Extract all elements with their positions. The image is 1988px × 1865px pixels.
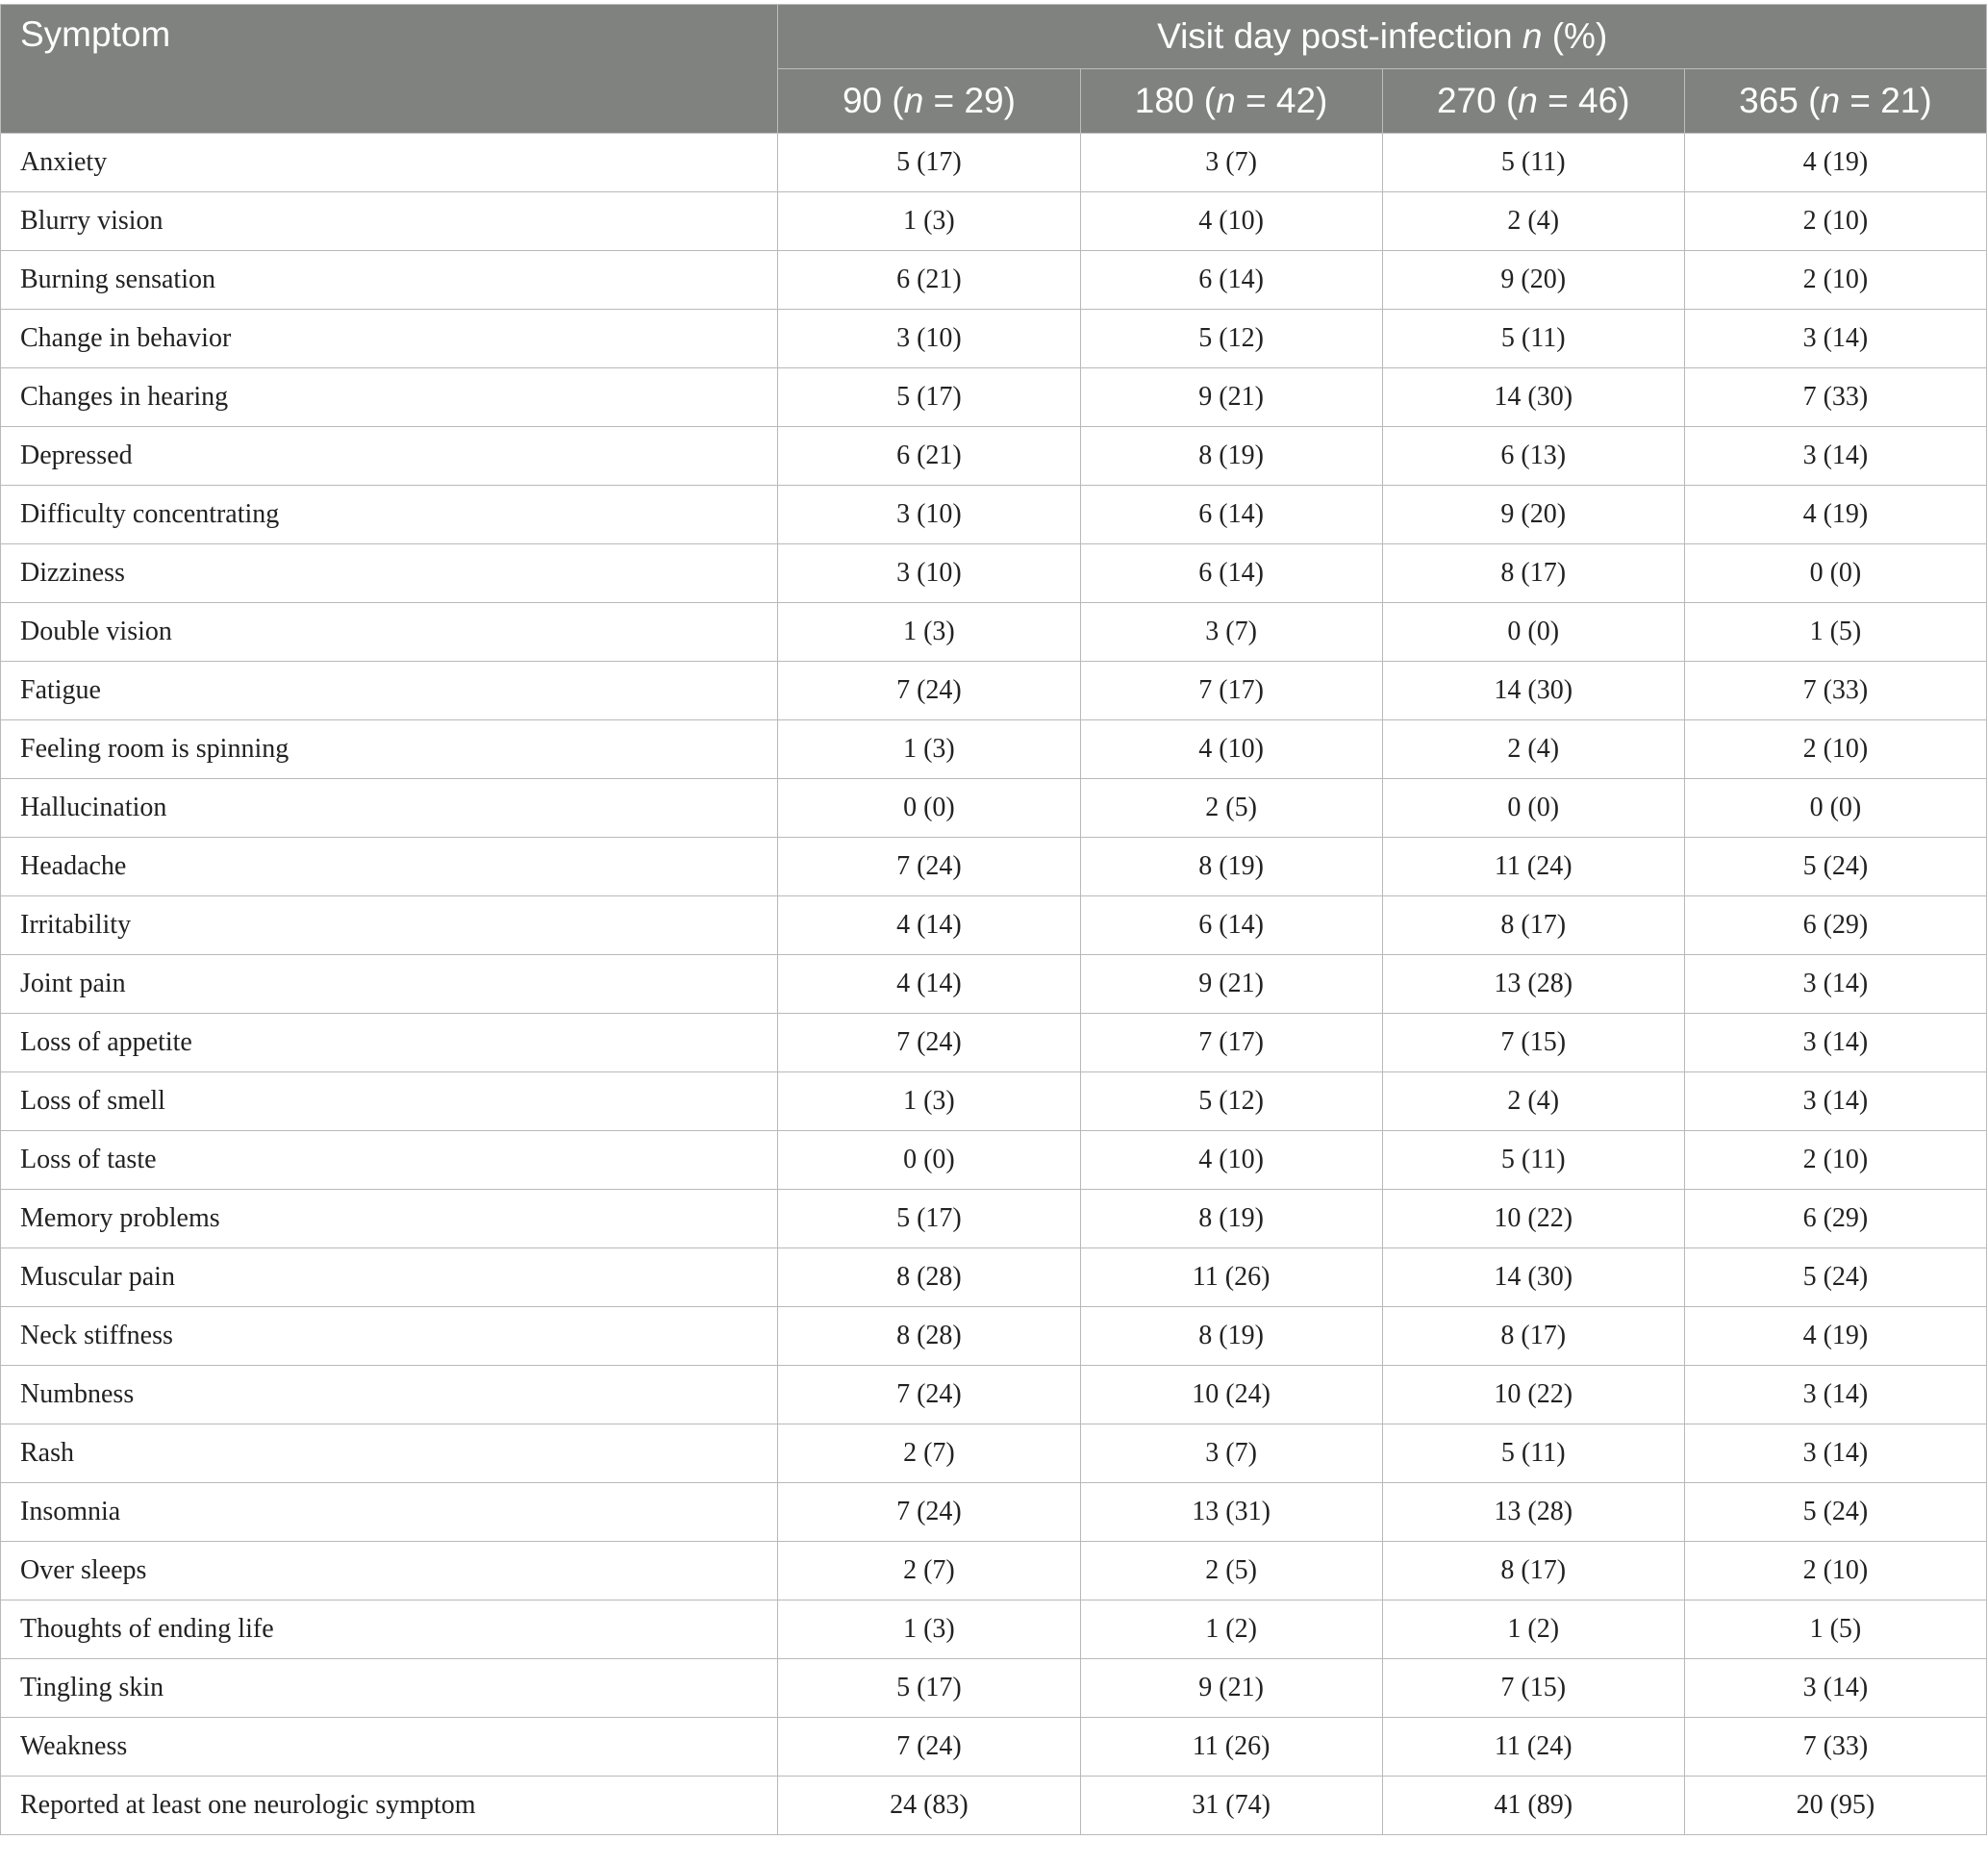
count-percent-cell: 0 (0) bbox=[1684, 544, 1986, 603]
count-percent-cell: 2 (10) bbox=[1684, 1131, 1986, 1190]
count-percent-cell: 0 (0) bbox=[778, 1131, 1080, 1190]
column-n: 29 bbox=[964, 81, 1004, 120]
count-percent-cell: 11 (24) bbox=[1382, 838, 1684, 896]
table-row bbox=[1, 1600, 1987, 1659]
count-percent-cell: 9 (21) bbox=[1080, 368, 1382, 427]
symptom-cell: Headache bbox=[1, 838, 778, 896]
table-row bbox=[1, 1014, 1987, 1072]
count-percent-cell: 11 (26) bbox=[1080, 1248, 1382, 1307]
column-open: ( bbox=[882, 81, 904, 120]
table-row bbox=[1, 134, 1987, 192]
count-percent-cell: 14 (30) bbox=[1382, 1248, 1684, 1307]
count-percent-cell: 5 (11) bbox=[1382, 134, 1684, 192]
symptom-cell: Blurry vision bbox=[1, 192, 778, 251]
count-percent-cell: 13 (28) bbox=[1382, 1483, 1684, 1542]
symptom-cell: Neck stiffness bbox=[1, 1307, 778, 1366]
count-percent-cell: 1 (5) bbox=[1684, 1600, 1986, 1659]
count-percent-cell: 2 (10) bbox=[1684, 1542, 1986, 1600]
count-percent-cell: 2 (4) bbox=[1382, 1072, 1684, 1131]
count-percent-cell: 3 (10) bbox=[778, 310, 1080, 368]
symptom-cell: Rash bbox=[1, 1424, 778, 1483]
count-percent-cell: 10 (24) bbox=[1080, 1366, 1382, 1424]
table-row bbox=[1, 1718, 1987, 1777]
count-percent-cell: 31 (74) bbox=[1080, 1777, 1382, 1835]
visit-day-column-header bbox=[1080, 69, 1382, 134]
count-percent-cell: 10 (22) bbox=[1382, 1190, 1684, 1248]
count-percent-cell: 7 (24) bbox=[778, 1718, 1080, 1777]
symptom-cell: Irritability bbox=[1, 896, 778, 955]
column-day: 90 bbox=[842, 81, 883, 120]
count-percent-cell: 1 (5) bbox=[1684, 603, 1986, 662]
count-percent-cell: 2 (10) bbox=[1684, 720, 1986, 779]
count-percent-cell: 2 (4) bbox=[1382, 192, 1684, 251]
count-percent-cell: 1 (3) bbox=[778, 603, 1080, 662]
count-percent-cell: 6 (14) bbox=[1080, 486, 1382, 544]
count-percent-cell: 8 (19) bbox=[1080, 1307, 1382, 1366]
count-percent-cell: 6 (14) bbox=[1080, 251, 1382, 310]
count-percent-cell: 5 (11) bbox=[1382, 1424, 1684, 1483]
count-percent-cell: 6 (14) bbox=[1080, 896, 1382, 955]
count-percent-cell: 1 (3) bbox=[778, 720, 1080, 779]
count-percent-cell: 7 (24) bbox=[778, 1366, 1080, 1424]
count-percent-cell: 9 (20) bbox=[1382, 486, 1684, 544]
count-percent-cell: 3 (14) bbox=[1684, 310, 1986, 368]
count-percent-cell: 2 (5) bbox=[1080, 1542, 1382, 1600]
header-row-1 bbox=[1, 5, 1987, 69]
count-percent-cell: 11 (26) bbox=[1080, 1718, 1382, 1777]
column-n: 46 bbox=[1578, 81, 1619, 120]
count-percent-cell: 2 (7) bbox=[778, 1542, 1080, 1600]
count-percent-cell: 4 (19) bbox=[1684, 1307, 1986, 1366]
count-percent-cell: 8 (17) bbox=[1382, 544, 1684, 603]
count-percent-cell: 14 (30) bbox=[1382, 662, 1684, 720]
symptom-cell: Muscular pain bbox=[1, 1248, 778, 1307]
count-percent-cell: 6 (29) bbox=[1684, 896, 1986, 955]
count-percent-cell: 3 (14) bbox=[1684, 1366, 1986, 1424]
count-percent-cell: 4 (19) bbox=[1684, 486, 1986, 544]
count-percent-cell: 6 (29) bbox=[1684, 1190, 1986, 1248]
symptom-cell: Loss of appetite bbox=[1, 1014, 778, 1072]
symptom-cell: Difficulty concentrating bbox=[1, 486, 778, 544]
symptom-column-header: Symptom bbox=[1, 5, 778, 134]
count-percent-cell: 5 (17) bbox=[778, 134, 1080, 192]
count-percent-cell: 9 (21) bbox=[1080, 955, 1382, 1014]
symptom-cell: Over sleeps bbox=[1, 1542, 778, 1600]
column-day: 365 bbox=[1739, 81, 1799, 120]
table-row bbox=[1, 896, 1987, 955]
symptom-cell: Double vision bbox=[1, 603, 778, 662]
table-row bbox=[1, 1072, 1987, 1131]
count-percent-cell: 0 (0) bbox=[778, 779, 1080, 838]
count-percent-cell: 7 (24) bbox=[778, 1483, 1080, 1542]
count-percent-cell: 1 (3) bbox=[778, 192, 1080, 251]
count-percent-cell: 7 (15) bbox=[1382, 1014, 1684, 1072]
count-percent-cell: 3 (14) bbox=[1684, 1659, 1986, 1718]
count-percent-cell: 5 (24) bbox=[1684, 1483, 1986, 1542]
table-body bbox=[1, 134, 1987, 1835]
table-row bbox=[1, 1659, 1987, 1718]
count-percent-cell: 24 (83) bbox=[778, 1777, 1080, 1835]
table-row bbox=[1, 310, 1987, 368]
count-percent-cell: 5 (24) bbox=[1684, 838, 1986, 896]
count-percent-cell: 7 (33) bbox=[1684, 662, 1986, 720]
count-percent-cell: 3 (14) bbox=[1684, 1072, 1986, 1131]
column-eq: = bbox=[1235, 81, 1276, 120]
count-percent-cell: 1 (2) bbox=[1080, 1600, 1382, 1659]
column-n-label: n bbox=[1216, 81, 1236, 120]
count-percent-cell: 4 (10) bbox=[1080, 192, 1382, 251]
count-percent-cell: 3 (10) bbox=[778, 486, 1080, 544]
symptom-cell: Dizziness bbox=[1, 544, 778, 603]
count-percent-cell: 5 (12) bbox=[1080, 1072, 1382, 1131]
count-percent-cell: 9 (21) bbox=[1080, 1659, 1382, 1718]
group-header-n: n bbox=[1522, 16, 1543, 56]
count-percent-cell: 4 (14) bbox=[778, 896, 1080, 955]
group-header-suffix: (%) bbox=[1542, 16, 1608, 56]
visit-day-column-header bbox=[1684, 69, 1986, 134]
count-percent-cell: 14 (30) bbox=[1382, 368, 1684, 427]
count-percent-cell: 3 (7) bbox=[1080, 603, 1382, 662]
column-open: ( bbox=[1798, 81, 1821, 120]
table-row bbox=[1, 1483, 1987, 1542]
count-percent-cell: 1 (3) bbox=[778, 1600, 1080, 1659]
symptom-cell: Thoughts of ending life bbox=[1, 1600, 778, 1659]
count-percent-cell: 2 (10) bbox=[1684, 251, 1986, 310]
table-row bbox=[1, 1190, 1987, 1248]
symptom-table bbox=[0, 4, 1987, 1835]
count-percent-cell: 8 (28) bbox=[778, 1307, 1080, 1366]
count-percent-cell: 7 (24) bbox=[778, 838, 1080, 896]
symptom-cell: Loss of taste bbox=[1, 1131, 778, 1190]
count-percent-cell: 5 (11) bbox=[1382, 1131, 1684, 1190]
symptom-cell: Hallucination bbox=[1, 779, 778, 838]
count-percent-cell: 41 (89) bbox=[1382, 1777, 1684, 1835]
count-percent-cell: 20 (95) bbox=[1684, 1777, 1986, 1835]
table-row bbox=[1, 427, 1987, 486]
column-n: 42 bbox=[1275, 81, 1317, 120]
table-row bbox=[1, 251, 1987, 310]
count-percent-cell: 7 (17) bbox=[1080, 662, 1382, 720]
symptom-cell: Insomnia bbox=[1, 1483, 778, 1542]
count-percent-cell: 1 (2) bbox=[1382, 1600, 1684, 1659]
count-percent-cell: 3 (10) bbox=[778, 544, 1080, 603]
visit-day-column-header bbox=[778, 69, 1080, 134]
column-day: 180 bbox=[1134, 81, 1195, 120]
symptom-cell: Feeling room is spinning bbox=[1, 720, 778, 779]
column-open: ( bbox=[1496, 81, 1519, 120]
symptom-cell: Numbness bbox=[1, 1366, 778, 1424]
group-header-prefix: Visit day post-infection bbox=[1157, 16, 1522, 56]
count-percent-cell: 3 (7) bbox=[1080, 134, 1382, 192]
column-n-label: n bbox=[1820, 81, 1841, 120]
table-row bbox=[1, 662, 1987, 720]
count-percent-cell: 6 (14) bbox=[1080, 544, 1382, 603]
table-row bbox=[1, 192, 1987, 251]
count-percent-cell: 2 (10) bbox=[1684, 192, 1986, 251]
column-eq: = bbox=[1537, 81, 1579, 120]
column-n-label: n bbox=[1518, 81, 1538, 120]
column-eq: = bbox=[1840, 81, 1881, 120]
table-row bbox=[1, 1424, 1987, 1483]
count-percent-cell: 5 (17) bbox=[778, 368, 1080, 427]
count-percent-cell: 4 (10) bbox=[1080, 720, 1382, 779]
table-row bbox=[1, 1131, 1987, 1190]
symptom-cell: Depressed bbox=[1, 427, 778, 486]
column-close: ) bbox=[1003, 81, 1016, 120]
count-percent-cell: 8 (19) bbox=[1080, 1190, 1382, 1248]
column-n-label: n bbox=[903, 81, 924, 120]
symptom-cell: Fatigue bbox=[1, 662, 778, 720]
count-percent-cell: 8 (19) bbox=[1080, 838, 1382, 896]
count-percent-cell: 2 (5) bbox=[1080, 779, 1382, 838]
count-percent-cell: 7 (15) bbox=[1382, 1659, 1684, 1718]
count-percent-cell: 1 (3) bbox=[778, 1072, 1080, 1131]
count-percent-cell: 6 (13) bbox=[1382, 427, 1684, 486]
count-percent-cell: 5 (11) bbox=[1382, 310, 1684, 368]
count-percent-cell: 7 (24) bbox=[778, 1014, 1080, 1072]
count-percent-cell: 7 (33) bbox=[1684, 368, 1986, 427]
count-percent-cell: 9 (20) bbox=[1382, 251, 1684, 310]
count-percent-cell: 10 (22) bbox=[1382, 1366, 1684, 1424]
count-percent-cell: 0 (0) bbox=[1382, 779, 1684, 838]
symptom-cell: Change in behavior bbox=[1, 310, 778, 368]
symptom-cell: Loss of smell bbox=[1, 1072, 778, 1131]
column-close: ) bbox=[1920, 81, 1932, 120]
count-percent-cell: 8 (17) bbox=[1382, 896, 1684, 955]
count-percent-cell: 7 (33) bbox=[1684, 1718, 1986, 1777]
symptom-cell: Joint pain bbox=[1, 955, 778, 1014]
table-header bbox=[1, 5, 1987, 134]
count-percent-cell: 3 (14) bbox=[1684, 1014, 1986, 1072]
count-percent-cell: 11 (24) bbox=[1382, 1718, 1684, 1777]
count-percent-cell: 4 (14) bbox=[778, 955, 1080, 1014]
count-percent-cell: 0 (0) bbox=[1684, 779, 1986, 838]
symptom-cell: Reported at least one neurologic symptom bbox=[1, 1777, 778, 1835]
symptom-cell: Memory problems bbox=[1, 1190, 778, 1248]
count-percent-cell: 5 (17) bbox=[778, 1190, 1080, 1248]
column-close: ) bbox=[1316, 81, 1328, 120]
count-percent-cell: 8 (28) bbox=[778, 1248, 1080, 1307]
count-percent-cell: 3 (7) bbox=[1080, 1424, 1382, 1483]
table-row bbox=[1, 838, 1987, 896]
table-row bbox=[1, 544, 1987, 603]
count-percent-cell: 3 (14) bbox=[1684, 427, 1986, 486]
count-percent-cell: 3 (14) bbox=[1684, 1424, 1986, 1483]
count-percent-cell: 8 (19) bbox=[1080, 427, 1382, 486]
table-row bbox=[1, 1542, 1987, 1600]
count-percent-cell: 0 (0) bbox=[1382, 603, 1684, 662]
count-percent-cell: 8 (17) bbox=[1382, 1542, 1684, 1600]
visit-day-group-header bbox=[778, 5, 1987, 69]
symptom-cell: Anxiety bbox=[1, 134, 778, 192]
count-percent-cell: 2 (7) bbox=[778, 1424, 1080, 1483]
table-row bbox=[1, 368, 1987, 427]
table-row bbox=[1, 1366, 1987, 1424]
table-row bbox=[1, 955, 1987, 1014]
symptom-cell: Burning sensation bbox=[1, 251, 778, 310]
count-percent-cell: 4 (10) bbox=[1080, 1131, 1382, 1190]
symptom-cell: Weakness bbox=[1, 1718, 778, 1777]
count-percent-cell: 5 (24) bbox=[1684, 1248, 1986, 1307]
visit-day-column-header bbox=[1382, 69, 1684, 134]
table-row bbox=[1, 603, 1987, 662]
symptom-cell: Changes in hearing bbox=[1, 368, 778, 427]
count-percent-cell: 13 (31) bbox=[1080, 1483, 1382, 1542]
count-percent-cell: 6 (21) bbox=[778, 427, 1080, 486]
table-row bbox=[1, 720, 1987, 779]
column-close: ) bbox=[1618, 81, 1630, 120]
table-row bbox=[1, 1248, 1987, 1307]
column-day: 270 bbox=[1436, 81, 1497, 120]
count-percent-cell: 8 (17) bbox=[1382, 1307, 1684, 1366]
table-row bbox=[1, 779, 1987, 838]
count-percent-cell: 6 (21) bbox=[778, 251, 1080, 310]
column-n: 21 bbox=[1880, 81, 1921, 120]
table-row bbox=[1, 486, 1987, 544]
table-row bbox=[1, 1307, 1987, 1366]
count-percent-cell: 5 (17) bbox=[778, 1659, 1080, 1718]
count-percent-cell: 4 (19) bbox=[1684, 134, 1986, 192]
count-percent-cell: 7 (17) bbox=[1080, 1014, 1382, 1072]
table-row bbox=[1, 1777, 1987, 1835]
column-eq: = bbox=[923, 81, 965, 120]
count-percent-cell: 7 (24) bbox=[778, 662, 1080, 720]
count-percent-cell: 2 (4) bbox=[1382, 720, 1684, 779]
symptom-cell: Tingling skin bbox=[1, 1659, 778, 1718]
count-percent-cell: 3 (14) bbox=[1684, 955, 1986, 1014]
count-percent-cell: 5 (12) bbox=[1080, 310, 1382, 368]
count-percent-cell: 13 (28) bbox=[1382, 955, 1684, 1014]
column-open: ( bbox=[1194, 81, 1217, 120]
